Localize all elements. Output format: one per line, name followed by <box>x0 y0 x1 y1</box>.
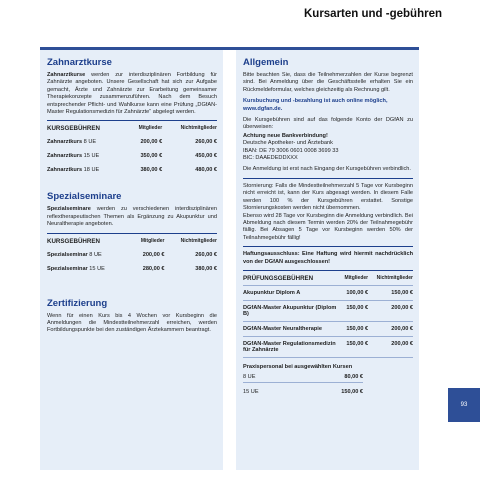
divider <box>47 120 217 121</box>
allgemein-p1: Bitte beachten Sie, dass die Teilnehmerzahlen der Kurse begrenzt sind. Bei Anmeldung über die Geschäftsstelle erhalten Sie ein Rückmeldeformular, welches gleichzeitig als Rechnung gilt. <box>243 72 413 93</box>
liability-text: Haftungsausschluss: Eine Haftung wird hiermit nachdrücklich von der DGfAN ausgeschlossen! <box>243 251 413 265</box>
zahnarzt-heading: Zahnarztkurse <box>47 57 112 68</box>
online-booking-note: Kursbuchung und -bezahlung ist auch online möglich, www.dgfan.de. <box>243 98 388 112</box>
zahnarzt-fee-table <box>47 125 217 177</box>
allgemein-heading: Allgemein <box>243 57 289 68</box>
fee-row: Spezialseminar 8 UE 200,00 € 260,00 € <box>47 251 217 258</box>
spezial-intro: Spezialseminare werden zu verschiedenen interdisziplinären reflextherapeutischen Themen als Ergänzung zu Akupunktur und Neuraltherapie angeboten. <box>47 206 217 228</box>
allgemein-p3: Die Anmeldung ist erst nach Eingang der Kursgebühren verbindlich. <box>243 166 411 173</box>
praxis-title: Praxispersonal bei ausgewählten Kursen <box>243 363 353 370</box>
praxis-fee-table <box>243 372 363 397</box>
exam-row: Akupunktur Diplom A 100,00 € 150,00 € <box>243 289 413 296</box>
divider <box>243 270 413 271</box>
zert-heading: Zertifizierung <box>47 297 108 309</box>
fee-row: Zahnarztkurs 18 UE 380,00 € 480,00 € <box>47 167 217 174</box>
zert-text: Wenn für einen Kurs bis 4 Wochen vor Kursbeginn die Anmeldungen die Mindestteilnehmerzahl erreichen, werden Fortbildungspunkte bei den zuständigen Ärztekammern beantragt. <box>47 312 217 334</box>
divider <box>243 178 413 179</box>
exam-fee-table <box>243 275 413 358</box>
storno-text: Stornierung: Falls die Mindestteilnehmerzahl 5 Tage vor Kursbeginn nicht erreicht ist, kann der Kurs abgesagt werden. In diesem Falle werden 100 % der Kursgebühren erstattet. Sonstige Stornierungskosten werden nicht übernommen. <box>243 182 413 212</box>
right-column <box>236 50 419 470</box>
allgemein-p2: Die Kursgebühren sind auf das folgende Konto der DGfAN zu überweisen: <box>243 117 413 131</box>
exam-row: DGfAN-Master Regulationsmedizin für Zahnärzte 150,00 € 200,00 € <box>243 340 413 353</box>
spezial-heading: Spezialseminare <box>47 191 122 203</box>
abmeldung-text: Ebenso wird 28 Tage vor Kursbeginn die Anmeldung verbindlich. Bei Abmeldung nach diesem Termin werden 20% der Teilnahmegebühr fällig. Bei Absagen 5 Tage vor Kursbeginn werden 50% der Teilnahmegebühr fällig! <box>243 212 413 241</box>
fee-table-header: KURSGEBÜHREN Mitglieder Nichtmitglieder <box>47 237 217 245</box>
exam-row: DGfAN-Master Akupunktur (Diplom B) 150,00 € 200,00 € <box>243 304 413 317</box>
page-number-tab: 93 <box>448 388 480 422</box>
praxis-row: 8 UE 80,00 € <box>243 373 363 380</box>
exam-row: DGfAN-Master Neuraltherapie 150,00 € 200,00 € <box>243 325 413 332</box>
praxis-row: 15 UE 150,00 € <box>243 388 363 395</box>
fee-table-header: KURSGEBÜHREN Mitglieder Nichtmitglieder <box>47 125 217 133</box>
bank-details: Achtung neue Bankverbindung! Deutsche Apotheker- und Ärztebank IBAN: DE 79 3006 0601 0008 3699 33 BIC: DAAEDEDDXXX <box>243 132 339 162</box>
fee-row: Spezialseminar 15 UE 280,00 € 380,00 € <box>47 265 217 272</box>
zahnarzt-intro: Zahnarztkurse werden zur interdisziplinären Fortbildung für Zahnärzte angeboten. Unsere Gesellschaft hat sich zur Aufgabe gemacht, Ärzte und Zahnärzte zur Erarbeitung gemeinsamer Therapiekonzepte zusammenzuführen. Nach dem Besuch entsprechender Pflicht- und Wahlkurse kann eine Prüfung „DGfAN-Master Regulationsmedizin für Zahnärzte“ abgelegt werden. <box>47 72 217 116</box>
divider <box>243 246 413 247</box>
fee-row: Zahnarztkurs 15 UE 350,00 € 450,00 € <box>47 153 217 160</box>
divider <box>47 233 217 234</box>
exam-table-header: PRÜFUNGSGEBÜHREN Mitglieder Nichtmitglieder <box>243 274 413 282</box>
page-title: Kursarten und -gebühren <box>303 8 442 20</box>
fee-row: Zahnarztkurs 8 UE 200,00 € 260,00 € <box>47 139 217 146</box>
left-column <box>40 50 223 470</box>
spezial-fee-table <box>47 238 217 276</box>
